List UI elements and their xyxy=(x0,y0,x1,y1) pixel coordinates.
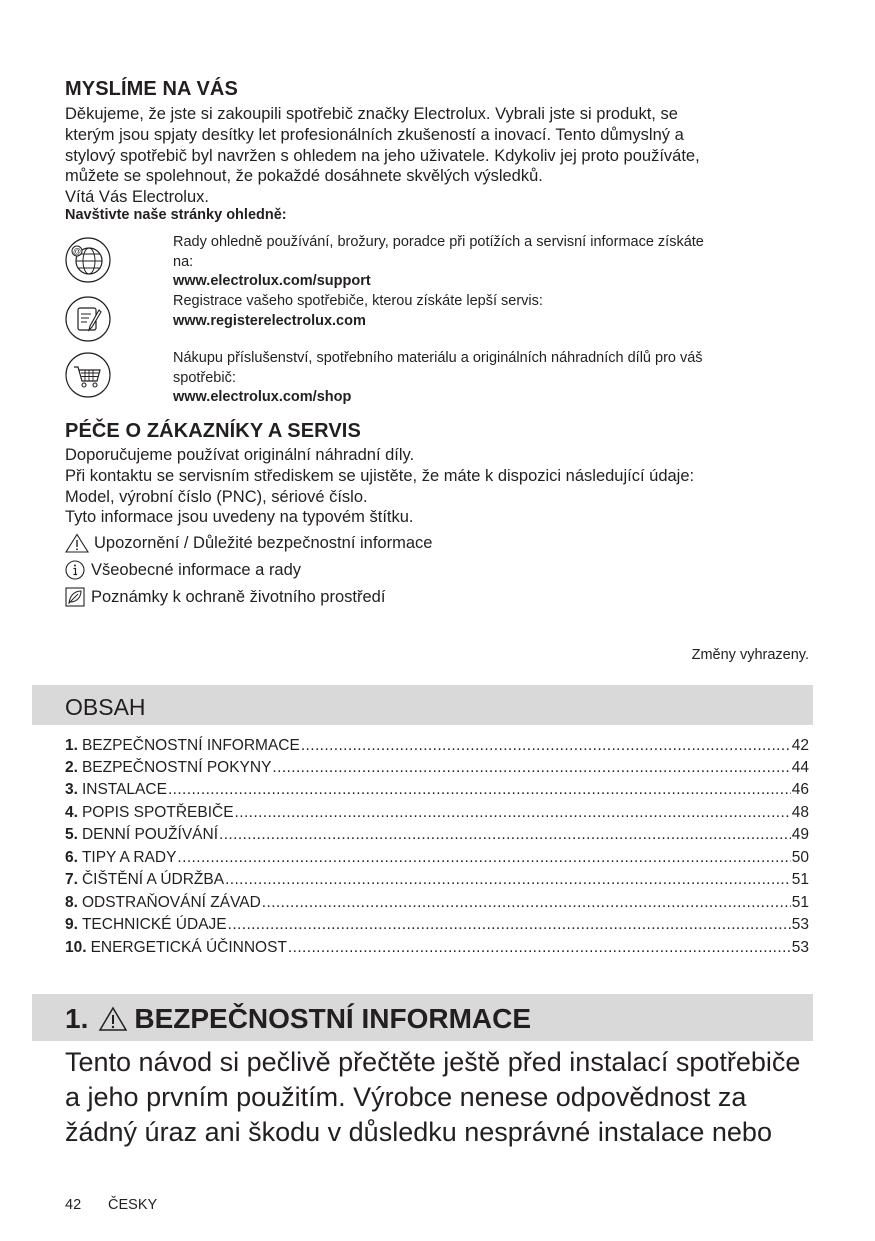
toc-label: DENNÍ POUŽÍVÁNÍ xyxy=(81,826,219,843)
section-title xyxy=(65,1003,531,1035)
intro-title: MYSLÍME NA VÁS xyxy=(65,78,238,100)
intro-line: Děkujeme, že jste si zakoupili spotřebič značky Electrolux. Vybrali jste si produkt, se xyxy=(65,105,678,123)
care-line: Při kontaktu se servisním střediskem se ujistěte, že máte k dispozici následující údaje: xyxy=(65,466,695,485)
service-register xyxy=(173,292,813,331)
legend-environment xyxy=(65,587,385,607)
toc-label: BEZPEČNOSTNÍ INFORMACE xyxy=(81,737,300,754)
toc-item[interactable] xyxy=(65,871,809,893)
toc-num: 1. xyxy=(65,737,78,754)
toc-num: 9. xyxy=(65,916,78,933)
toc-label: ENERGETICKÁ ÚČINNOST xyxy=(90,939,287,956)
lead-line: a jeho prvním použitím. Výrobce nenese odpovědnost za xyxy=(65,1082,747,1112)
toc-item[interactable] xyxy=(65,939,809,961)
legend-text: Všeobecné informace a rady xyxy=(91,560,302,579)
toc-label: ODSTRAŇOVÁNÍ ZÁVAD xyxy=(81,894,261,911)
lead-line: Tento návod si pečlivě přečtěte ještě před instalací spotřebiče xyxy=(65,1047,801,1077)
shopping-cart-icon xyxy=(65,352,111,398)
toc-num: 3. xyxy=(65,781,78,798)
svg-text:@: @ xyxy=(72,247,82,256)
toc-num: 8. xyxy=(65,894,78,911)
intro-line: stylový spotřebič byl navržen s ohledem na jeho uživatele. Kdykoliv jej proto používáte, xyxy=(65,146,700,165)
toc-title: OBSAH xyxy=(65,694,146,720)
legend-warning xyxy=(65,533,432,553)
care-text xyxy=(65,445,845,528)
service-shop xyxy=(173,349,813,408)
toc-page: 48 xyxy=(791,804,809,821)
toc-page: 50 xyxy=(791,849,809,866)
visit-label: Navštivte naše stránky ohledně: xyxy=(65,207,287,223)
lead-line: žádný úraz ani škodu v důsledku nesprávné instalace nebo xyxy=(65,1117,772,1147)
intro-line: kterým jsou spjaty desítky let profesionálních zkušeností a inovací. Tento důmyslný a xyxy=(65,125,684,144)
service-text: spotřebič: xyxy=(173,369,236,386)
legend-text: Poznámky k ochraně životního prostředí xyxy=(91,587,386,606)
toc-item[interactable] xyxy=(65,826,809,848)
care-line: Model, výrobní číslo (PNC), sériové číslo. xyxy=(65,487,368,506)
intro-line: můžete se spolehnout, že pokaždé dosáhnete skvělých výsledků. xyxy=(65,167,543,186)
warning-triangle-icon xyxy=(65,533,89,553)
toc-page: 46 xyxy=(791,781,809,798)
intro-text xyxy=(65,104,845,208)
service-text: na: xyxy=(173,253,194,270)
toc-item[interactable] xyxy=(65,737,809,759)
toc-label: TIPY A RADY xyxy=(81,849,177,866)
globe-at-icon xyxy=(65,237,111,283)
section-title-text: BEZPEČNOSTNÍ INFORMACE xyxy=(134,1003,532,1034)
care-line: Tyto informace jsou uvedeny na typovém štítku. xyxy=(65,508,414,527)
toc-header-bar xyxy=(32,685,813,725)
toc-page: 44 xyxy=(791,759,809,776)
toc-num: 2. xyxy=(65,759,78,776)
service-text: Nákupu příslušenství, spotřebního materiálu a originálních náhradních dílů pro váš xyxy=(173,350,703,366)
toc-page: 42 xyxy=(791,737,809,754)
toc-label: BEZPEČNOSTNÍ POKYNY xyxy=(81,759,272,776)
toc-label: POPIS SPOTŘEBIČE xyxy=(81,804,234,821)
service-link[interactable]: www.registerelectrolux.com xyxy=(173,312,366,329)
footer-language: ČESKY xyxy=(108,1197,158,1213)
toc-item[interactable] xyxy=(65,781,809,803)
warning-triangle-icon xyxy=(98,1006,128,1032)
toc-page: 51 xyxy=(791,871,809,888)
care-title: PÉČE O ZÁKAZNÍKY A SERVIS xyxy=(65,420,361,442)
service-text: Registrace vašeho spotřebiče, kterou získáte lepší servis: xyxy=(173,293,543,309)
toc-num: 6. xyxy=(65,849,78,866)
toc-page: 51 xyxy=(791,894,809,911)
lead-paragraph xyxy=(65,1045,825,1150)
service-link[interactable]: www.electrolux.com/support xyxy=(173,273,371,289)
toc-label: TECHNICKÉ ÚDAJE xyxy=(81,916,227,933)
legend-text: Upozornění / Důležité bezpečnostní informace xyxy=(94,533,433,552)
changes-note: Změny vyhrazeny. xyxy=(691,647,809,663)
care-line: Doporučujeme používat originální náhradní díly. xyxy=(65,446,415,464)
section-header-bar xyxy=(32,994,813,1041)
toc-num: 5. xyxy=(65,826,78,843)
legend-info xyxy=(65,560,301,580)
toc-item[interactable] xyxy=(65,759,809,781)
toc-item[interactable] xyxy=(65,849,809,871)
footer-page-number: 42 xyxy=(65,1197,82,1213)
toc-label: ČIŠTĚNÍ A ÚDRŽBA xyxy=(81,871,225,888)
toc-page: 53 xyxy=(791,939,809,956)
toc-num: 4. xyxy=(65,804,78,821)
toc-item[interactable] xyxy=(65,804,809,826)
toc-page: 53 xyxy=(791,916,809,933)
environment-leaf-icon xyxy=(65,587,86,607)
intro-line: Vítá Vás Electrolux. xyxy=(65,188,209,207)
service-support xyxy=(173,233,813,292)
toc-item[interactable] xyxy=(65,916,809,938)
section-number: 1. xyxy=(65,1003,89,1034)
toc-page: 49 xyxy=(791,826,809,843)
toc-num: 7. xyxy=(65,871,78,888)
register-pencil-icon xyxy=(65,296,111,342)
toc-item[interactable] xyxy=(65,894,809,916)
service-link[interactable]: www.electrolux.com/shop xyxy=(173,389,352,405)
service-text: Rady ohledně používání, brožury, poradce při potížích a servisní informace získáte xyxy=(173,234,704,250)
toc-label: INSTALACE xyxy=(81,781,167,798)
info-circle-icon xyxy=(65,560,86,580)
toc-num: 10. xyxy=(65,939,87,956)
